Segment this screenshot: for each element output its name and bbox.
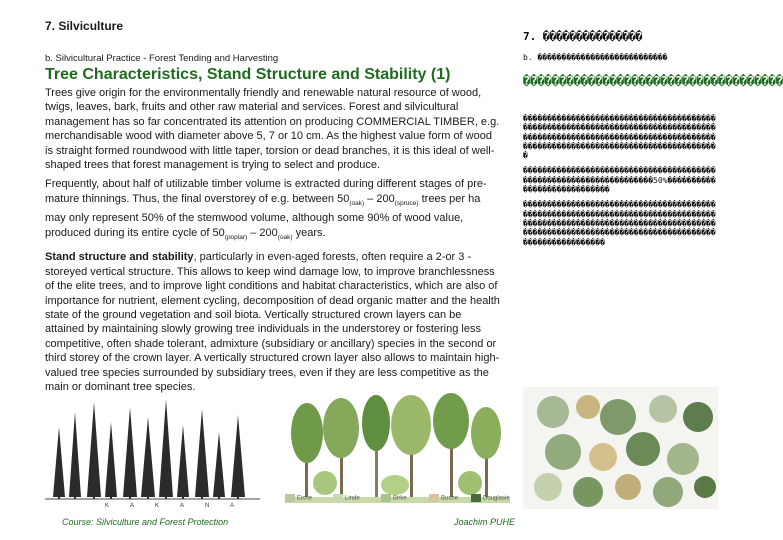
stand-label: A xyxy=(180,503,185,509)
stand-label: A xyxy=(230,503,235,509)
garbled-body: ����������������������������������������������������������������������������������������������������������������������������������������������������������������� �������������������������������������������������������������������50%���������������������������� ��������������������������������������������������������������������������������������������������������������������������������������������������������������������������������� xyxy=(523,114,716,247)
garbled-title: 7. ��������������� xyxy=(523,30,643,43)
paragraph-1: Trees give origin for the environmentally friendly and renewable natural resource of wood, twigs, leaves, bark, fruits and other raw material and services. Forest and silvicultural management has so far concentrated its attention on producing COMMERCIAL TIMBER, e.g. merchandisable wood with diameter above 5, 7 or 10 cm. As the highest value form of wood is straight formed roundwood with little taper, torsion or dead branches, it is this ideal of well-shaped trees that forest management is trying to select and produce. xyxy=(45,87,500,172)
paragraph-3: Stand structure and stability, particularly in even-aged forests, often require a 2-or 3 -storeyed vertical structure. This allows to keep wind damage low, to improve branchlessness of the elite trees, and to improve light conditions and habitat characteristics, which are also of importance for nutrient, element cycling, decomposition of dead organic matter and the health state of the ground vegetation and soil biota. Vertically structured crown layers can be attained by maintaining slowly growing tree individuals in the understorey or fostering less competitive, often shade tolerant, admixture (subsidiary or ancillary) species in the second or third storey of the crown layer. A vertically structured crown layer also allows to maintain high-valued tree species surrounded by subsidiary trees, even if they are less competitive as the main or dominant tree species. xyxy=(45,251,500,394)
stand-label: N xyxy=(205,503,210,509)
stand-label: K xyxy=(155,503,160,509)
species-legend xyxy=(285,494,515,508)
legend-swatch: Birke xyxy=(381,494,407,502)
stand-label: K xyxy=(105,503,110,509)
body-text xyxy=(45,86,501,400)
paragraph-2: Frequently, about half of utilizable timber volume is extracted during different stages of pre-mature thinnings. Thus, the final overstorey of e.g. between $50_{(oak)} - 200_{(spruce)}$ trees per ha may only represent 50% of the stemwood volume, although some 90% of wood value, produced during its entire cycle of $50_{(poplar)} - 200_{(oak)}$ years. xyxy=(45,178,487,242)
legend-swatch: Douglasie xyxy=(471,494,510,502)
crown-map-illustration xyxy=(523,387,718,509)
page-title: Tree Characteristics, Stand Structure and Stability (1) xyxy=(45,66,451,83)
garbled-subtitle: b. ��������������������������� xyxy=(523,53,668,62)
stand-structure-illustration xyxy=(45,387,260,509)
garbled-heading: ������������������������������������ xyxy=(523,74,783,88)
subtitle: b. Silvicultural Practice - Forest Tending and Harvesting xyxy=(45,53,279,64)
footer-course: Course: Silviculture and Forest Protection xyxy=(62,517,229,527)
footer-author: Joachim PUHE xyxy=(454,517,516,527)
legend-swatch: Buche xyxy=(429,494,458,502)
section-title: 7. Silviculture xyxy=(45,19,124,33)
legend-swatch: Linde xyxy=(333,494,360,502)
legend-swatch: Eiche xyxy=(285,494,312,502)
mixed-forest-illustration xyxy=(285,387,510,509)
stand-label: A xyxy=(130,503,135,509)
